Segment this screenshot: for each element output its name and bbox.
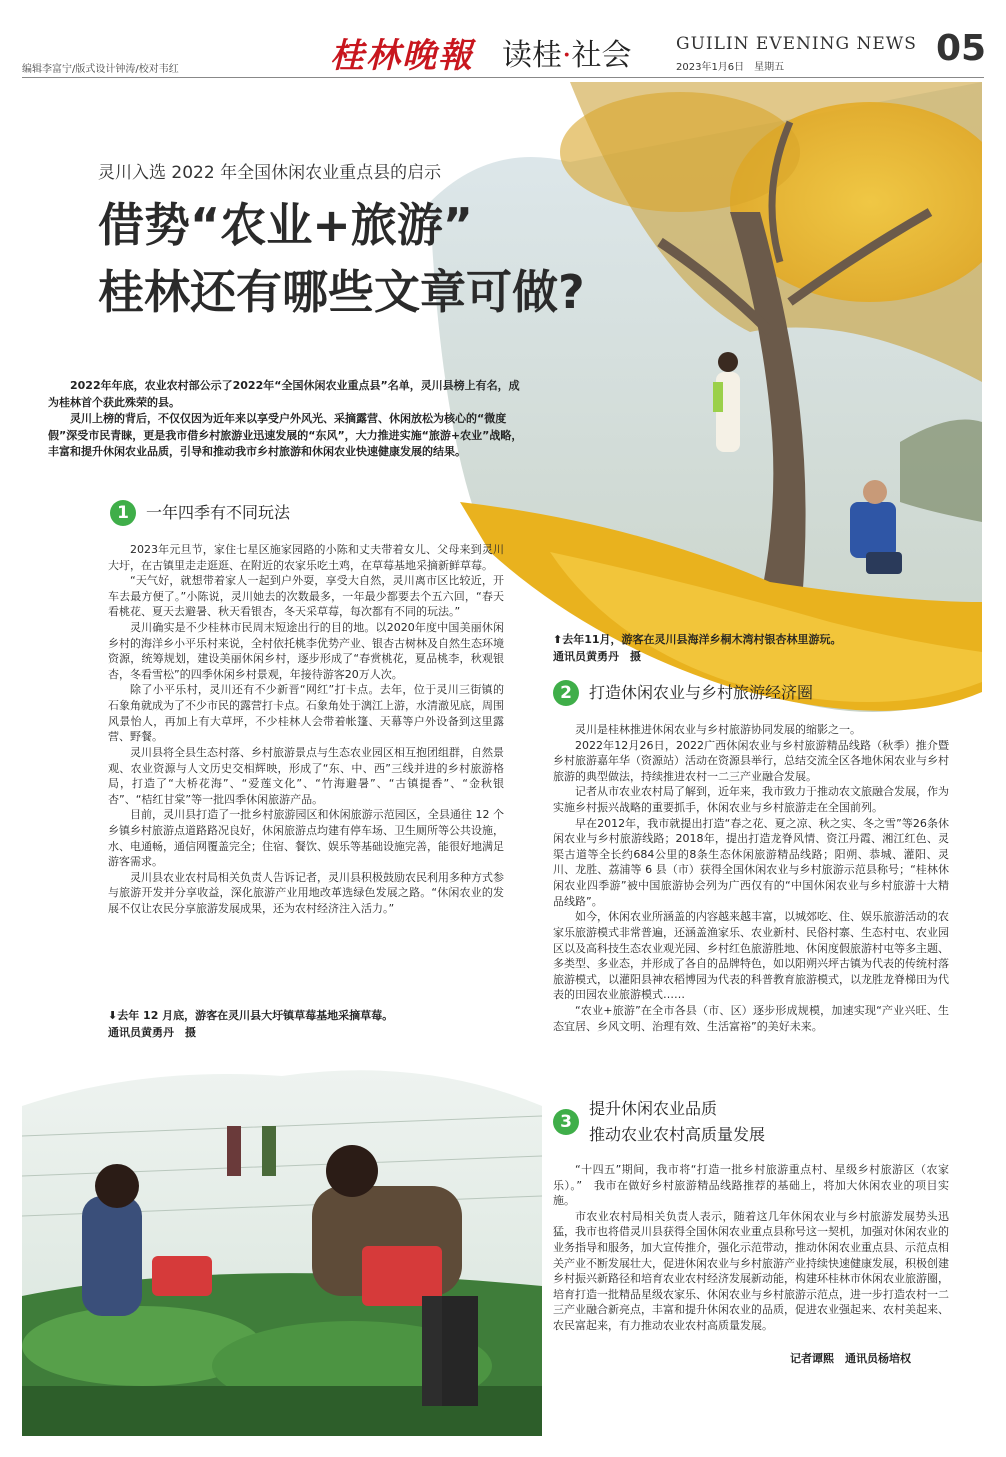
body-paragraph: 早在2012年，我市就提出打造“春之花、夏之凉、秋之实、冬之雪”等26条休闲农业与乡村旅游线路；2018年，提出打造龙脊风情、资江丹霞、湘江红色、灵渠古道等全长约684公里的8条生态休闲旅游精品线路；阳朔、恭城、灌阳、灵川、龙胜、荔浦等 6 县（市）获得全国休闲农业与乡村旅游示范县称号；“桂林休闲农业四季游”被中国旅游协会列为广西仅有的“中国休闲农业与乡村旅游十大精品线路”。 <box>553 816 949 908</box>
article-byline: 记者谭熙 通讯员杨培权 <box>790 1352 911 1365</box>
body-paragraph: “十四五”期间，我市将“打造一批乡村旅游重点村、星级乡村旅游区（农家乐）。” 我市在做好乡村旅游精品线路推荐的基础上，将加大休闲农业的项目实施。 <box>553 1163 949 1208</box>
article-subhead: 灵川入选 2022 年全国休闲农业重点县的启示 <box>98 163 442 183</box>
article-headline <box>98 192 585 325</box>
body-paragraph: 2022年12月26日，2022广西休闲农业与乡村旅游精品线路（秋季）推介暨乡村旅游嘉年华（资源站）活动在资源县举行，总结交流全区各地休闲农业与乡村旅游的典型做法，持续推进农村一二三产业融合发展。 <box>553 738 949 783</box>
body-paragraph: “天气好，就想带着家人一起到户外耍，享受大自然，灵川离市区比较近，开车去最方便了。”小陈说，灵川她去的次数最多，一年最少都要去个五六回，“春天看桃花、夏天去避暑、秋天看银杏，冬天采草莓，每次都有不同的玩法。” <box>108 574 504 619</box>
section-name <box>502 30 632 74</box>
body-paragraph: 灵川确实是不少桂林市民周末短途出行的目的地。以2020年度中国美丽休闲乡村的海洋乡小平乐村来说，全村依托桃李优势产业、银杏古树林及自然生态环境资源，统筹规划，建设美丽休闲乡村，逐步形成了“春赏桃花，夏品桃李，秋观银杏，冬看雪松”的四季休闲乡村景观，年接待游客20万人次。 <box>108 621 504 681</box>
lead-paragraph: 2022年年底，农业农村部公示了2022年“全国休闲农业重点县”名单，灵川县榜上有名，成为桂林首个获此殊荣的县。 <box>48 379 520 409</box>
section-name-a: 读桂 <box>502 38 562 73</box>
section-3-title-line-2: 推动农业农村高质量发展 <box>589 1124 766 1144</box>
issue-date: 2023年1月6日 星期五 <box>676 62 785 73</box>
section-1-body <box>108 542 504 917</box>
photo-caption-top: ⬆去年11月，游客在灵川县海洋乡桐木湾村银杏林里游玩。 通讯员黄勇丹 摄 <box>553 633 925 663</box>
section-2-body <box>553 722 949 1034</box>
body-paragraph: 记者从市农业农村局了解到，近年来，我市致力于推动农文旅融合发展，作为实施乡村振兴战略的重要抓手，休闲农业与乡村旅游走在全国前列。 <box>553 785 949 815</box>
lead-paragraph: 灵川上榜的背后，不仅仅因为近年来以享受户外风光、采摘露营、休闲放松为核心的“微度假”深受市民青睐，更是我市借乡村旅游业迅速发展的“东风”，大力推进实施“旅游+农业”战略，丰富和提升休闲农业品质，引导和推动我市乡村旅游和休闲农业快速健康发展的结果。 <box>48 412 523 458</box>
page-number: 05 <box>936 28 987 69</box>
strawberry-picking-photo <box>22 1046 542 1436</box>
body-paragraph: 目前，灵川县打造了一批乡村旅游园区和休闲旅游示范园区，全县通往 12 个乡镇乡村旅游点道路路况良好，休闲旅游点均建有停车场、卫生厕所等公共设施，水、电通畅，通信网覆盖完全；住宿、餐饮、娱乐等基础设施完善，能很好地满足游客需求。 <box>108 808 504 869</box>
section-name-b: 社会 <box>571 38 632 73</box>
section-3-heading <box>553 1096 765 1147</box>
section-3-body <box>553 1162 949 1334</box>
section-2-number: 2 <box>553 680 579 706</box>
masthead-divider <box>22 77 984 78</box>
headline-line-2: 桂林还有哪些文章可做? <box>98 264 585 319</box>
article-lead <box>48 378 526 461</box>
section-1-heading <box>110 500 290 526</box>
section-1-number: 1 <box>110 500 136 526</box>
photo-caption-bottom: ⬇去年 12 月底，游客在灵川县大圩镇草莓基地采摘草莓。 通讯员黄勇丹 摄 <box>108 1009 454 1039</box>
section-3-number: 3 <box>553 1109 579 1135</box>
body-paragraph: 市农业农村局相关负责人表示，随着这几年休闲农业与乡村旅游发展势头迅猛，我市也将借灵川县获得全国休闲农业重点县称号这一契机，加强对休闲农业的业务指导和服务，加大宣传推介，强化示范带动，推动休闲农业重点县、示范点相关产业不断发展壮大，促进休闲农业与乡村旅游产业持续快速健康发展，积极创建乡村振兴新路径和培育农业农村经济发展新动能，构建环桂林市休闲农业旅游圈，培育打造一批精品星级农家乐、休闲农业与乡村旅游示范点，进一步打造农村一二三产业融合新亮点，丰富和提升休闲农业的品质，促进农业强起来、农村美起来、农民富起来，有力推动农业农村高质量发展。 <box>553 1209 949 1333</box>
section-2-title: 打造休闲农业与乡村旅游经济圈 <box>589 683 814 703</box>
body-paragraph: “农业+旅游”在全市各县（市、区）逐步形成规模，加速实现“产业兴旺、生态宜居、乡风文明、治理有效、生活富裕”的美好未来。 <box>553 1003 949 1033</box>
editor-credits: 编辑李富宁/版式设计钟涛/校对韦红 <box>22 64 179 75</box>
section-dot: · <box>562 38 572 73</box>
body-paragraph: 灵川是桂林推进休闲农业与乡村旅游协同发展的缩影之一。 <box>575 723 861 736</box>
body-paragraph: 灵川县农业农村局相关负责人告诉记者，灵川县积极鼓励农民利用多种方式参与旅游开发并分享收益，深化旅游产业用地改革选绿色发展之路。“休闲农业的发展不仅让农民分享旅游发展成果，还为农村经济注入活力。” <box>108 870 504 916</box>
body-paragraph: 如今，休闲农业所涵盖的内容越来越丰富，以城郊吃、住、娱乐旅游活动的农家乐旅游模式非常普遍，还涵盖渔家乐、农业新村、民俗村寨、生态村屯、农业园区以及高科技生态农业观光园、乡村红色旅游胜地、休闲度假旅游村屯等多主题、多类型、多业态，并形成了各自的品牌特色，如以阳朔兴坪古镇为代表的传统村落旅游模式，以灌阳县神农稻博园为代表的科普教育旅游模式，以龙胜龙脊梯田为代表的田园农业旅游模式…… <box>553 910 949 1002</box>
english-name: GUILIN EVENING NEWS <box>676 34 917 54</box>
body-paragraph: 2023年元旦节，家住七星区施家园路的小陈和丈夫带着女儿、父母来到灵川大圩，在古镇里走走逛逛、在附近的农家乐吃土鸡，在草莓基地采摘新鲜草莓。 <box>108 543 504 572</box>
section-3-title-line-1: 提升休闲农业品质 <box>589 1099 718 1118</box>
headline-line-1: 借势“农业+旅游” <box>98 198 474 252</box>
newspaper-logo: 桂林晚報 <box>330 36 474 76</box>
body-paragraph: 灵川县将全县生态村落、乡村旅游景点与生态农业园区相互抱团组群，自然景观、农业资源与人文历史交相辉映，形成了“东、中、西”三线并进的乡村旅游格局，打造了“大桥花海”、“爱莲文化”、“竹海避暑”、“古镇提香”、“金秋银杏”、“桔红甘棠”等一批四季休闲旅游产品。 <box>108 745 504 806</box>
section-3-title <box>589 1096 765 1147</box>
section-2-heading <box>553 680 813 706</box>
body-paragraph: 除了小平乐村，灵川还有不少新晋“网红”打卡点。去年，位于灵川三街镇的石象角就成为了不少市民的露营打卡点。石象角处于漓江上游，水清澈见底，周围风景怡人，再加上有大草坪，不少桂林人会带着帐篷、天幕等户外设备到这里露营、野餐。 <box>108 683 504 744</box>
section-1-title: 一年四季有不同玩法 <box>146 503 291 523</box>
